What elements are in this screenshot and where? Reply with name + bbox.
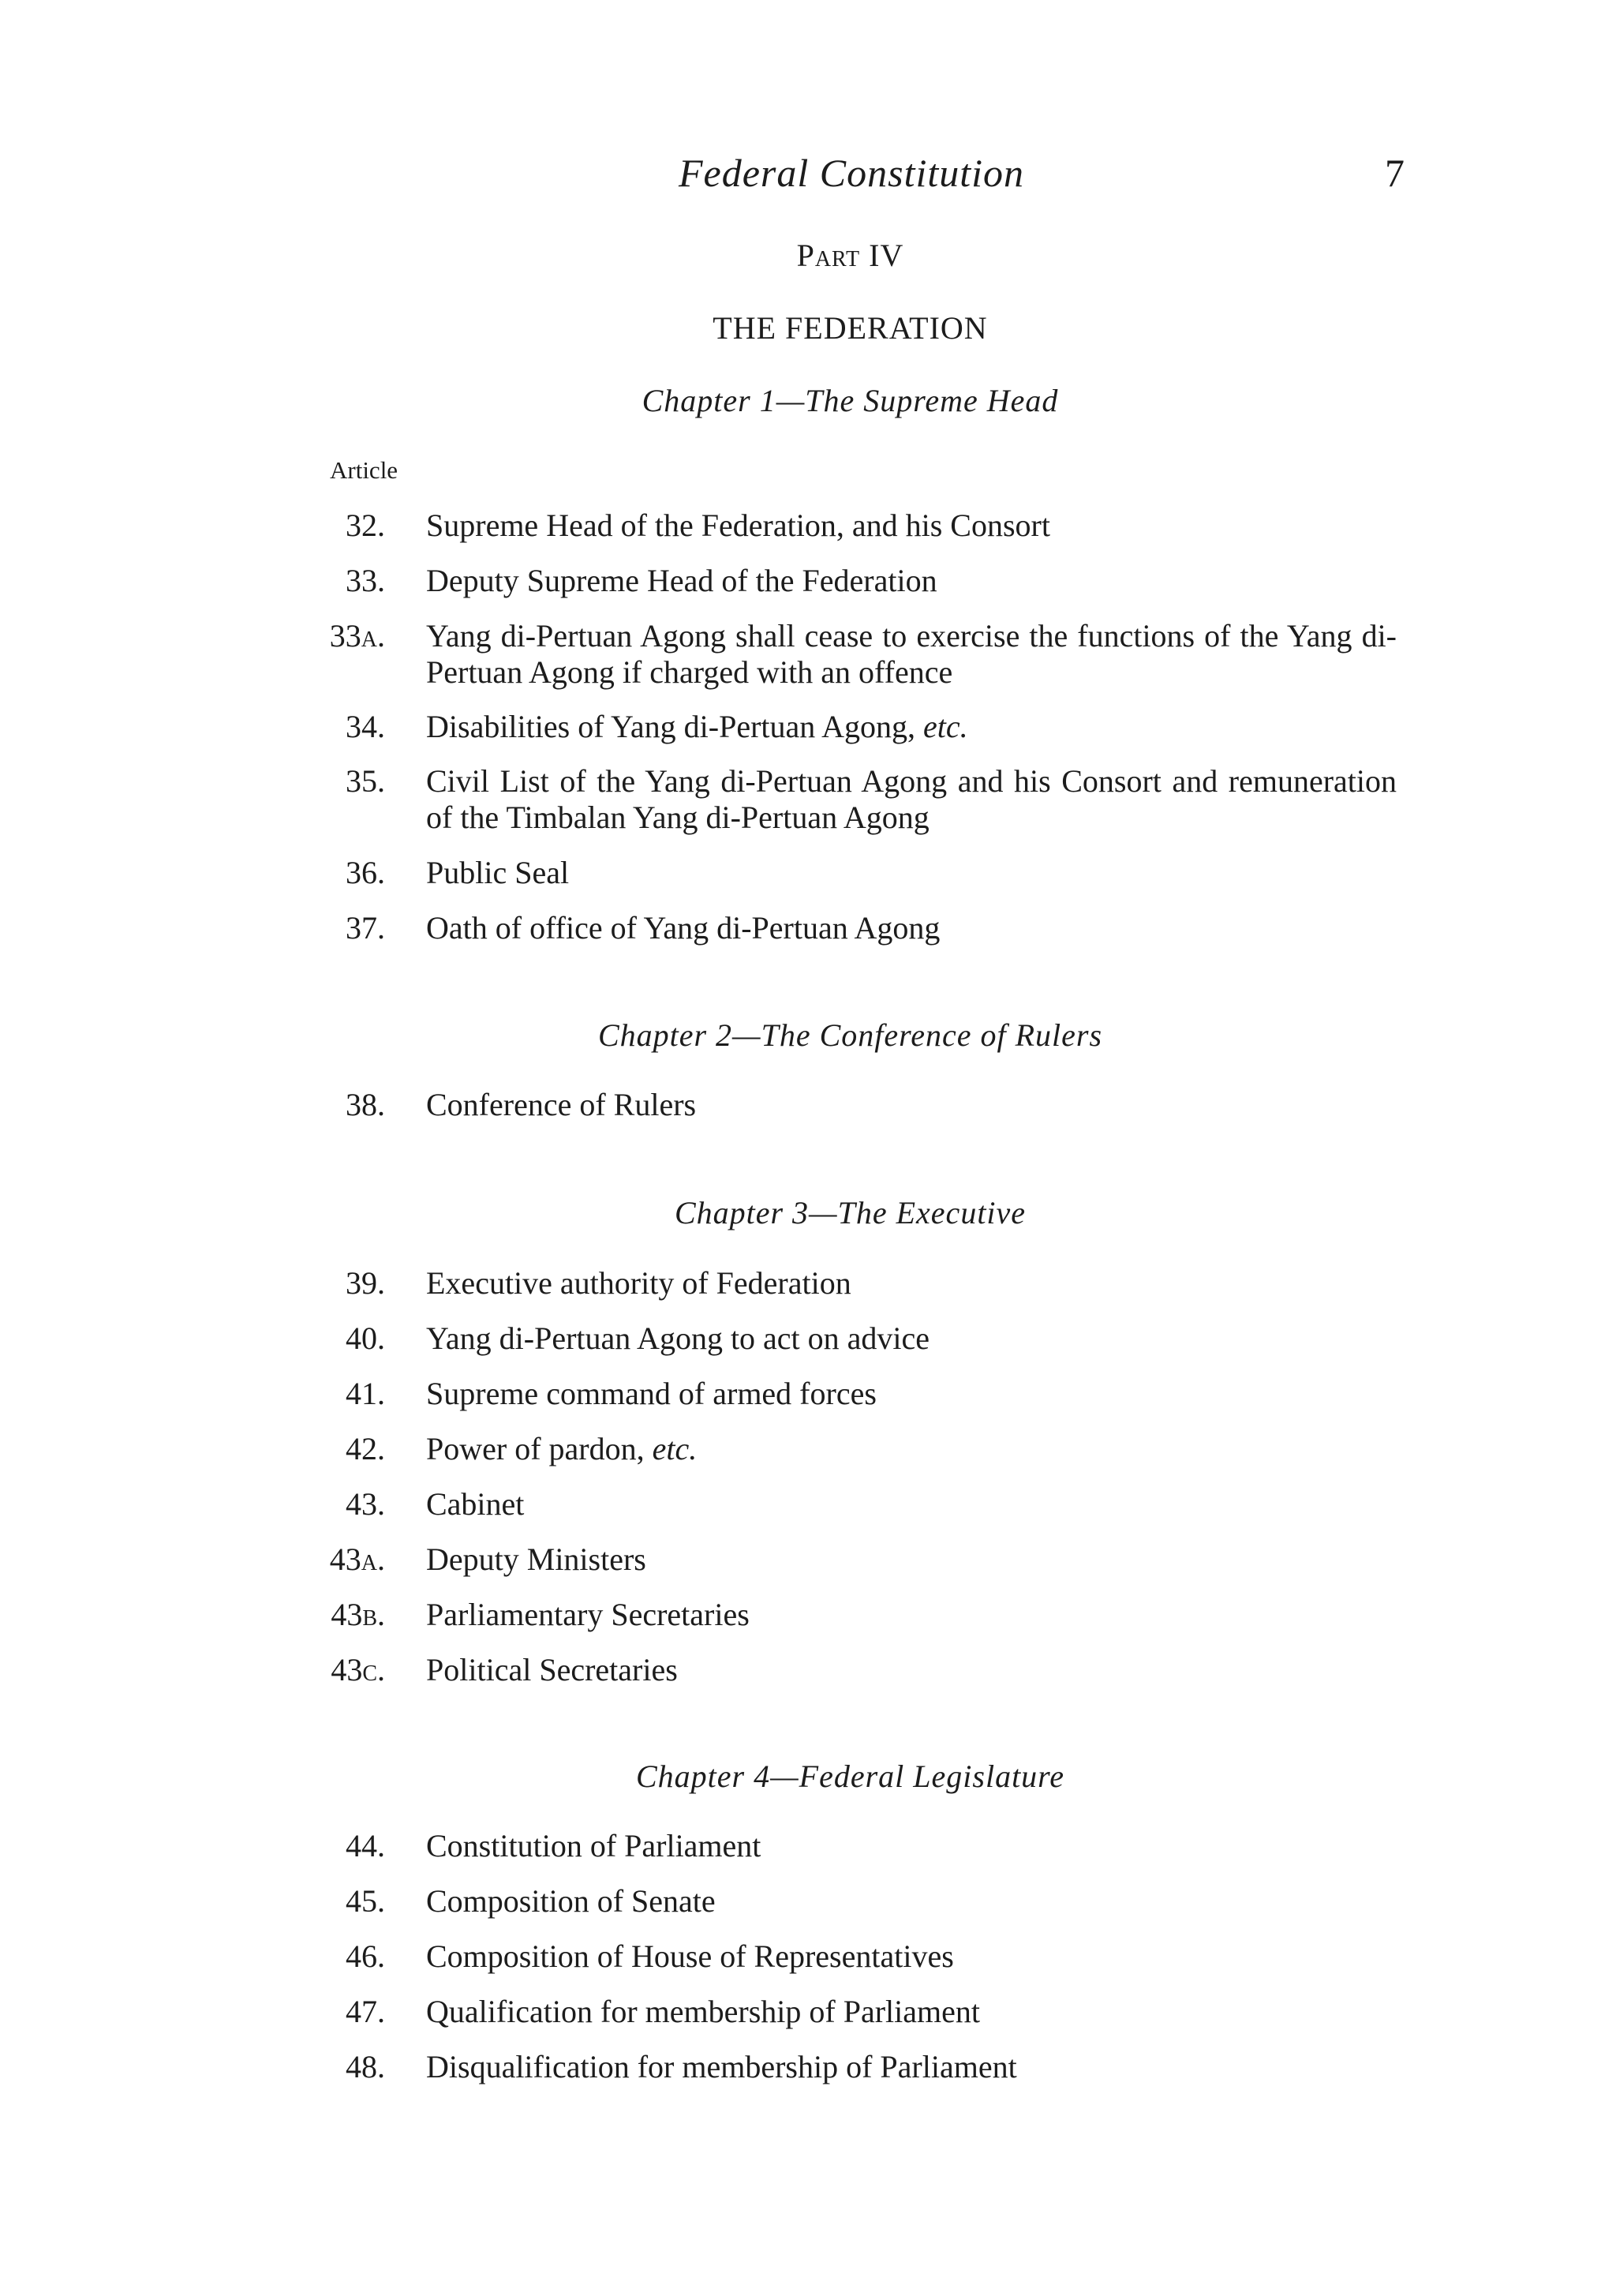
etc-abbreviation: etc. <box>922 709 968 744</box>
article-number: 36. <box>346 855 385 890</box>
article-title: Deputy Supreme Head of the Federation <box>426 563 937 598</box>
article-number: 32. <box>346 508 385 543</box>
article-number: 46. <box>346 1938 385 1974</box>
chapter-heading: Chapter 2—The Conference of Rulers <box>597 1017 1103 1053</box>
part-label: Part <box>796 238 861 273</box>
article-title: Parliamentary Secretaries <box>426 1597 750 1632</box>
article-title: Supreme command of armed forces <box>426 1376 877 1411</box>
article-number: 43a. <box>329 1541 385 1577</box>
chapter-heading: Chapter 1—The Supreme Head <box>642 383 1059 418</box>
article-number: 42. <box>346 1431 385 1466</box>
article-number: 45. <box>346 1883 385 1919</box>
running-header <box>0 150 1616 205</box>
article-title: Composition of House of Representatives <box>426 1938 954 1974</box>
article-title: Qualification for membership of Parliament <box>426 1994 981 2029</box>
article-title: Civil List of the Yang di-Pertuan Agong and his Consort and remuneration of the Timbalan Yang di-Pertuan Agong <box>426 763 1397 835</box>
page-number: 7 <box>1385 151 1405 195</box>
article-number: 34. <box>346 709 385 744</box>
article-number: 48. <box>346 2049 385 2084</box>
article-title: Power of pardon, etc. <box>426 1431 698 1466</box>
chapter-heading: Chapter 4—Federal Legislature <box>635 1759 1065 1794</box>
part-title: THE FEDERATION <box>713 310 988 346</box>
article-title: Conference of Rulers <box>426 1087 697 1122</box>
etc-abbreviation: etc. <box>652 1431 698 1466</box>
article-title: Supreme Head of the Federation, and his Consort <box>426 508 1050 543</box>
article-title: Political Secretaries <box>426 1652 678 1687</box>
article-number: 43. <box>346 1486 385 1522</box>
article-title: Constitution of Parliament <box>426 1828 761 1863</box>
article-number: 39. <box>346 1265 385 1301</box>
article-number: 33a. <box>329 618 385 654</box>
article-title: Yang di-Pertuan Agong to act on advice <box>426 1320 930 1356</box>
chapter-heading: Chapter 3—The Executive <box>674 1195 1027 1230</box>
article-number: 40. <box>346 1320 385 1356</box>
article-title: Yang di-Pertuan Agong shall cease to exercise the functions of the Yang di-Pertuan Agong if charged with an offence <box>426 618 1397 690</box>
article-number: 33. <box>346 563 385 598</box>
article-number: 43b. <box>331 1597 385 1632</box>
article-number: 47. <box>346 1994 385 2029</box>
article-title: Deputy Ministers <box>426 1541 646 1577</box>
article-title: Public Seal <box>426 855 570 890</box>
article-column-label: Article <box>330 456 398 484</box>
part-numeral: IV <box>869 238 904 273</box>
article-title: Executive authority of Federation <box>426 1265 851 1301</box>
article-title: Cabinet <box>426 1486 525 1522</box>
part-heading <box>0 237 1616 274</box>
article-title: Composition of Senate <box>426 1883 716 1919</box>
article-number: 41. <box>346 1376 385 1411</box>
article-number: 37. <box>346 910 385 946</box>
article-title: Disqualification for membership of Parliament <box>426 2049 1017 2084</box>
article-number: 44. <box>346 1828 385 1863</box>
running-title: Federal Constitution <box>679 151 1025 195</box>
article-number: 35. <box>346 763 385 799</box>
article-number: 38. <box>346 1087 385 1122</box>
article-title: Disabilities of Yang di-Pertuan Agong, etc. <box>426 709 968 744</box>
article-title: Oath of office of Yang di-Pertuan Agong <box>426 910 941 946</box>
article-number: 43c. <box>331 1652 385 1687</box>
